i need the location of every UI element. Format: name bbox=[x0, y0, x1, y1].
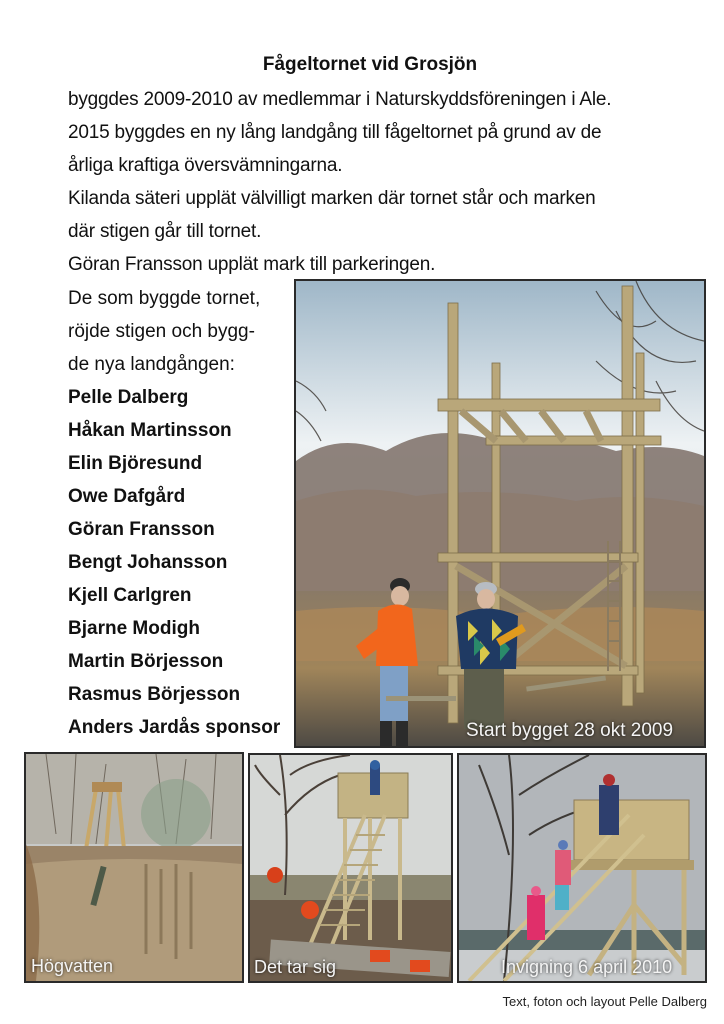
builders-intro-line: De som byggde tornet, bbox=[68, 288, 261, 309]
photo-caption: Start bygget 28 okt 2009 bbox=[466, 720, 674, 741]
page-title: Fågeltornet vid Grosjön bbox=[262, 54, 478, 75]
intro-line: årliga kraftiga översvämningarna. bbox=[68, 155, 343, 176]
builder-name: Anders Jardås sponsor bbox=[68, 717, 281, 738]
builder-name: Pelle Dalberg bbox=[68, 387, 189, 408]
builder-name: Håkan Martinsson bbox=[68, 420, 232, 441]
photo-credit: Text, foton och layout Pelle Dalberg bbox=[502, 994, 707, 1009]
builder-name: Göran Fransson bbox=[68, 519, 215, 540]
builder-name: Rasmus Börjesson bbox=[68, 684, 241, 705]
inauguration-photo-image bbox=[459, 755, 705, 981]
intro-line: 2015 byggdes en ny lång landgång till fågeltornet på grund av de bbox=[68, 122, 602, 143]
intro-paragraph bbox=[68, 83, 718, 281]
intro-line: Göran Fransson upplät mark till parkeringen. bbox=[68, 254, 436, 275]
builder-name: Martin Börjesson bbox=[68, 651, 224, 672]
photo-inauguration bbox=[457, 753, 707, 983]
intro-line: Kilanda säteri upplät välvilligt marken där tornet står och marken bbox=[68, 188, 596, 209]
builder-name: Elin Björesund bbox=[68, 453, 203, 474]
photo-caption: Det tar sig bbox=[254, 957, 337, 977]
photo-flood bbox=[24, 752, 244, 983]
construction-photo-image bbox=[296, 281, 704, 746]
photo-caption: Högvatten bbox=[31, 956, 114, 976]
builder-name: Owe Dafgård bbox=[68, 486, 186, 507]
progress-photo-image bbox=[250, 755, 451, 981]
photo-progress bbox=[248, 753, 453, 983]
builders-intro-line: röjde stigen och bygg- bbox=[68, 321, 255, 342]
flood-photo-image bbox=[26, 754, 242, 981]
builder-name: Bjarne Modigh bbox=[68, 618, 200, 639]
builder-name: Bengt Johansson bbox=[68, 552, 228, 573]
photo-construction-start bbox=[294, 279, 706, 748]
builders-intro-line: de nya landgången: bbox=[68, 354, 235, 375]
intro-line: där stigen går till tornet. bbox=[68, 221, 262, 242]
builders-list bbox=[68, 282, 290, 744]
builder-name: Kjell Carlgren bbox=[68, 585, 192, 606]
photo-caption: Invigning 6 april 2010 bbox=[501, 957, 673, 977]
intro-line: byggdes 2009-2010 av medlemmar i Naturskyddsföreningen i Ale. bbox=[68, 89, 612, 110]
